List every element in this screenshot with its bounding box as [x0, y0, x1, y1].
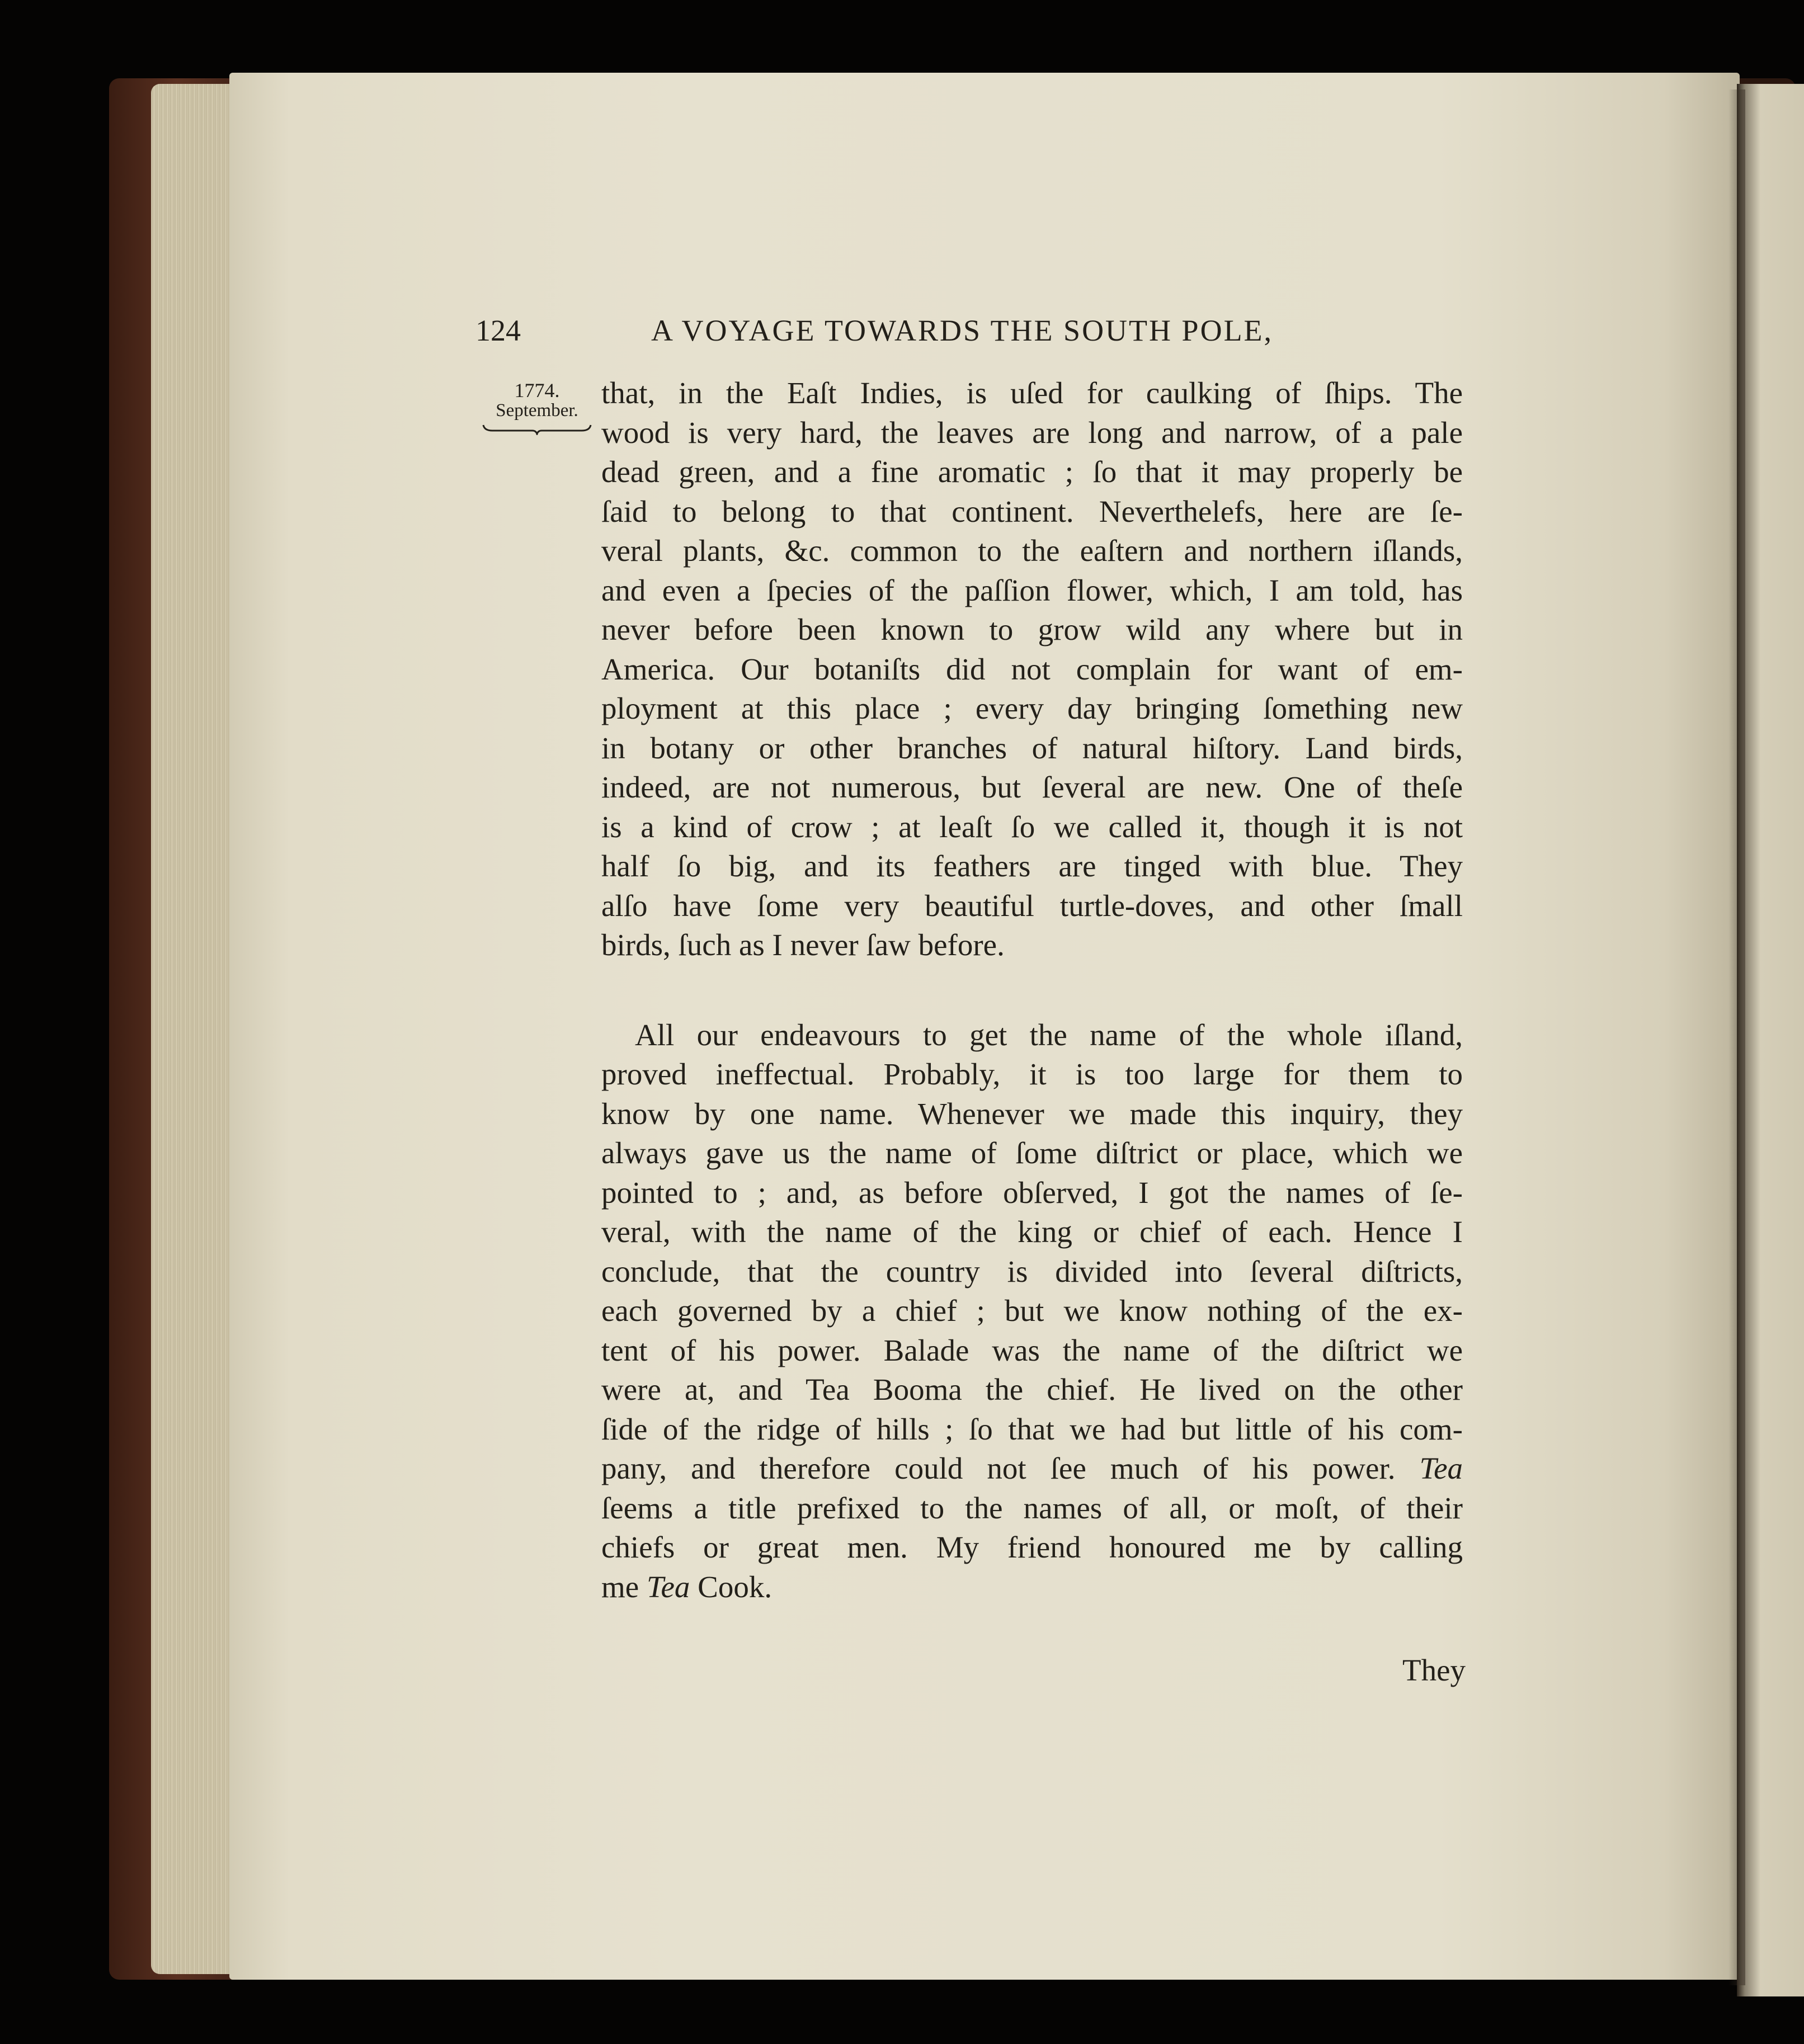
italic-word: Tea: [646, 1569, 690, 1604]
text-line: half ſo big, and its feathers are tinged with blue. They: [601, 849, 1463, 883]
margin-month: September.: [496, 400, 578, 421]
text-line: dead green, and a fine aromatic ; ſo that it may properly be: [601, 455, 1463, 489]
margin-year: 1774.: [514, 379, 560, 402]
paragraph-2: [601, 1016, 1463, 1607]
text-line: never before been known to grow wild any where but in: [601, 612, 1463, 646]
text-line: always gave us the name of ſome diſtrict or place, which we: [601, 1136, 1463, 1170]
text-line: [601, 1449, 1463, 1489]
text-segment: pany, and therefore could not ſee much of his power.: [601, 1451, 1396, 1485]
italic-word: Tea: [1419, 1451, 1463, 1485]
text-line: conclude, that the country is divided into ſeveral diſtricts,: [601, 1254, 1463, 1288]
text-segment: me: [601, 1569, 639, 1604]
paragraph-1: [601, 374, 1463, 965]
text-line: wood is very hard, the leaves are long and narrow, of a pale: [601, 415, 1463, 450]
facing-page-edge: [1737, 84, 1804, 1996]
text-line: birds, ſuch as I never ſaw before.: [601, 928, 1005, 962]
text-line: were at, and Tea Booma the chief. He lived on the other: [601, 1372, 1463, 1406]
body-text: [601, 374, 1463, 1607]
text-line: is a kind of crow ; at leaſt ſo we called it, though it is not: [601, 809, 1463, 844]
text-line: [601, 1568, 1463, 1607]
catchword: They: [1402, 1653, 1466, 1687]
text-line: All our endeavours to get the name of the whole iſland,: [635, 1017, 1463, 1052]
text-line: alſo have ſome very beautiful turtle-doves, and other ſmall: [601, 888, 1463, 923]
text-line: indeed, are not numerous, but ſeveral are new. One of theſe: [601, 770, 1463, 804]
running-title: A VOYAGE TOWARDS THE SOUTH POLE,: [651, 314, 1274, 347]
text-line: tent of his power. Balade was the name of the diſtrict we: [601, 1333, 1463, 1367]
page-number: 124: [475, 314, 521, 347]
gutter-shadow: [1728, 89, 1745, 1985]
text-line: know by one name. Whenever we made this inquiry, they: [601, 1096, 1463, 1131]
text-line: chiefs or great men. My friend honoured me by calling: [601, 1530, 1463, 1564]
text-line: each governed by a chief ; but we know nothing of the ex-: [601, 1294, 1463, 1328]
text-line: veral plants, &c. common to the eaſtern and northern iſlands,: [601, 534, 1463, 568]
text-line: ſeems a title prefixed to the names of all, or moſt, of their: [601, 1490, 1463, 1525]
text-line: that, in the Eaſt Indies, is uſed for caulking of ſhips. The: [601, 376, 1463, 410]
paragraph-gap: [601, 965, 1463, 1016]
text-line: America. Our botaniſts did not complain for want of em-: [601, 652, 1463, 686]
text-line: in botany or other branches of natural hiſtory. Land birds,: [601, 730, 1463, 765]
text-line: ſide of the ridge of hills ; ſo that we had but little of his com-: [601, 1412, 1463, 1446]
text-line: veral, with the name of the king or chief of each. Hence I: [601, 1215, 1463, 1249]
brace-icon: [481, 423, 593, 435]
text-line: pointed to ; and, as before obſerved, I got the names of ſe-: [601, 1175, 1463, 1210]
text-line: and even a ſpecies of the paſſion flower, which, I am told, has: [601, 573, 1463, 607]
text-line: ſaid to belong to that continent. Neverthelefs, here are ſe-: [601, 494, 1463, 528]
text-segment: Cook.: [698, 1569, 773, 1604]
text-line: proved ineffectual. Probably, it is too large for them to: [601, 1057, 1463, 1091]
margin-date-note: [478, 380, 596, 435]
text-line: ployment at this place ; every day bringing ſomething new: [601, 691, 1463, 725]
